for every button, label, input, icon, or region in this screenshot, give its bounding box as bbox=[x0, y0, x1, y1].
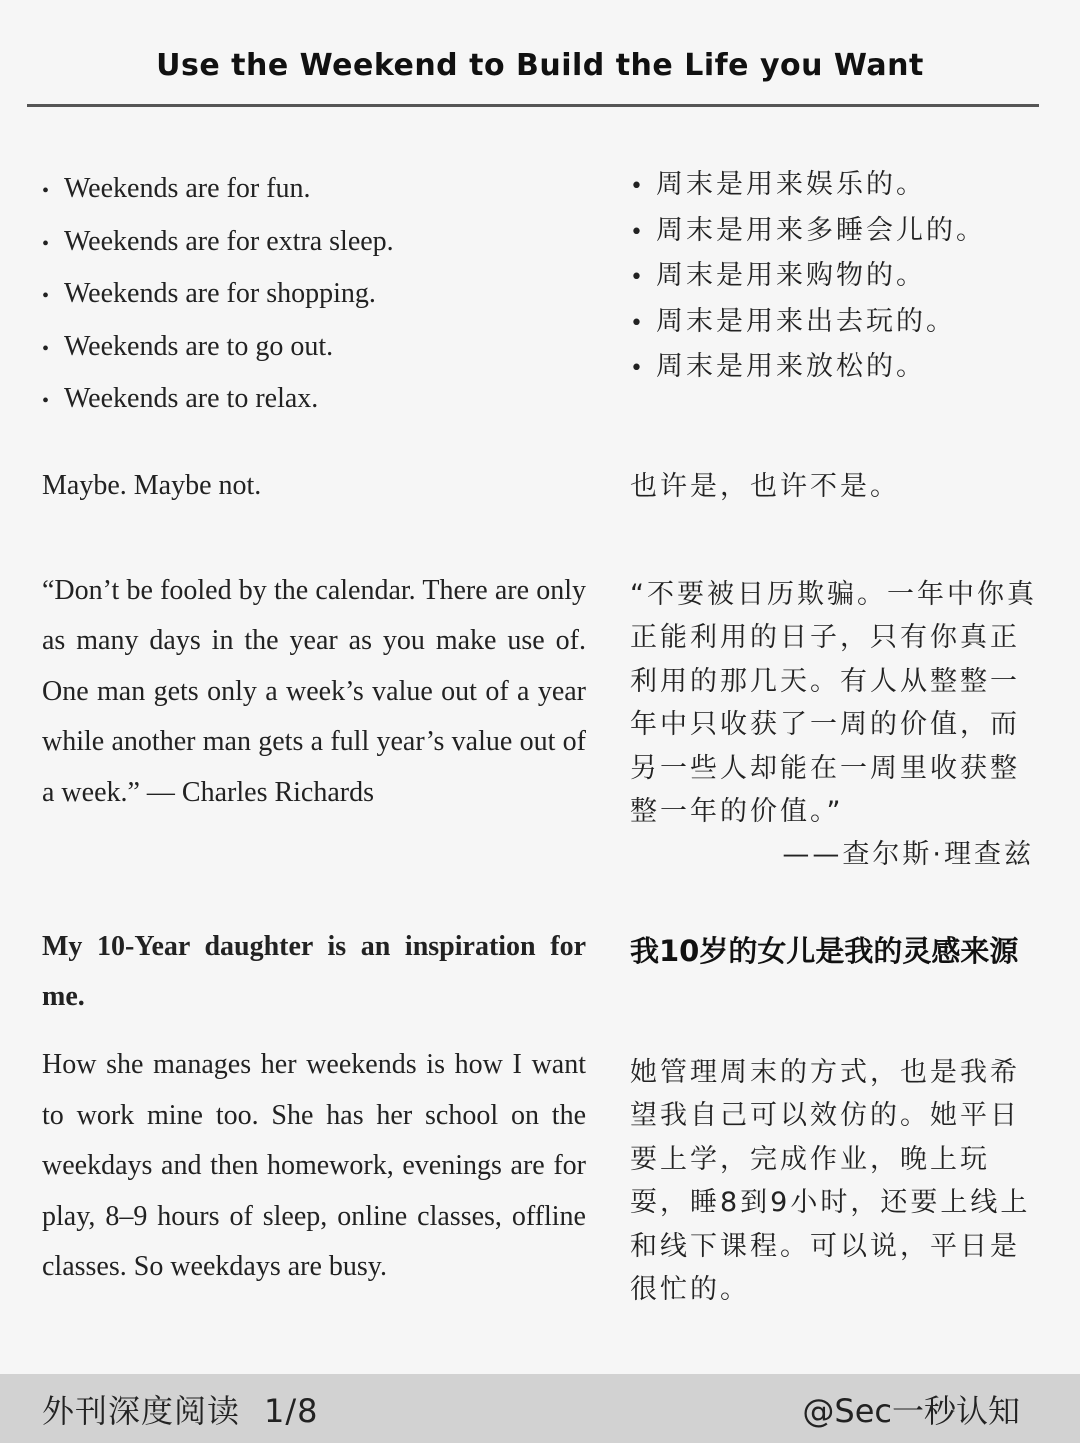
bullet-text: 周末是用来多睡会儿的。 bbox=[656, 214, 986, 246]
page-number: 1/8 bbox=[264, 1392, 319, 1430]
page-title: Use the Weekend to Build the Life you Want bbox=[156, 48, 924, 83]
bullet-dot: • bbox=[42, 232, 50, 255]
paragraph-zh: 她管理周末的方式，也是我希望我自己可以效仿的。她平日要上学，完成作业，晚上玩耍，睡8到9小时，还要上线上和线下课程。可以说，平日是很忙的。 bbox=[630, 1057, 1031, 1306]
bullet-text: Weekends are for extra sleep. bbox=[64, 225, 394, 257]
bullet-text: Weekends are for shopping. bbox=[64, 278, 376, 309]
bullet-dot: • bbox=[42, 285, 50, 307]
bullet-dot: • bbox=[630, 310, 646, 336]
maybe-text-zh: 也许是，也许不是。 bbox=[630, 471, 900, 502]
quote-zh: “不要被日历欺骗。一年中你真正能利用的日子，只有你真正利用的那几天。有人从整整一年中只收获了一周的价值，而另一些人却能在一周里收获整整一年的价值。” bbox=[630, 579, 1037, 828]
list-item bbox=[42, 322, 586, 375]
bullet-list-en bbox=[42, 164, 586, 427]
bullet-dot: • bbox=[42, 337, 50, 360]
bullet-dot: • bbox=[42, 390, 50, 412]
author-handle: @Sec一秒认知 bbox=[802, 1392, 1020, 1430]
bullet-dot: • bbox=[630, 174, 646, 199]
list-item bbox=[42, 164, 586, 217]
footer-bar bbox=[0, 1374, 1080, 1443]
bullet-text: Weekends are to go out. bbox=[64, 330, 334, 362]
list-item bbox=[630, 209, 1038, 255]
bullet-dot: • bbox=[630, 356, 646, 381]
quote-en: “Don’t be fooled by the calendar. There are only as many days in the year as you make use of. One man gets only a week’s value out of a year while another man gets a full year’s value out of a week.” — Charles Richards bbox=[42, 575, 586, 808]
footer-series bbox=[42, 1386, 319, 1432]
paragraph-en: How she manages her weekends is how I want to work mine too. She has her school on the weekdays and then homework, evenings are for play, 8–9 hours of sleep, online classes, offline classes. So weekdays are busy. bbox=[42, 1049, 586, 1282]
bullet-text: 周末是用来购物的。 bbox=[656, 260, 926, 291]
bullet-dot: • bbox=[42, 180, 50, 202]
maybe-text-en: Maybe. Maybe not. bbox=[42, 470, 262, 501]
list-item bbox=[42, 269, 586, 322]
bullet-text: 周末是用来出去玩的。 bbox=[656, 305, 956, 337]
list-item bbox=[630, 254, 1038, 300]
list-item bbox=[630, 345, 1038, 391]
list-item bbox=[630, 300, 1038, 346]
bullet-dot: • bbox=[630, 265, 646, 290]
bullet-dot: • bbox=[630, 219, 646, 245]
list-item bbox=[42, 374, 586, 427]
section-heading-en: My 10-Year daughter is an inspiration for me. bbox=[42, 931, 586, 1012]
quote-zh-block bbox=[630, 573, 1038, 877]
series-name: 外刊深度阅读 bbox=[42, 1392, 241, 1430]
title-divider bbox=[27, 104, 1039, 107]
quote-attribution-zh: ——查尔斯·理查兹 bbox=[782, 839, 1034, 871]
bullet-list-zh bbox=[630, 163, 1038, 391]
bullet-text: 周末是用来放松的。 bbox=[656, 351, 926, 382]
list-item bbox=[42, 217, 586, 270]
bullet-text: Weekends are for fun. bbox=[64, 173, 311, 204]
section-heading-zh: 我10岁的女儿是我的灵感来源 bbox=[630, 934, 1019, 968]
bullet-text: Weekends are to relax. bbox=[64, 383, 319, 414]
list-item bbox=[630, 163, 1038, 209]
bullet-text: 周末是用来娱乐的。 bbox=[656, 169, 926, 200]
